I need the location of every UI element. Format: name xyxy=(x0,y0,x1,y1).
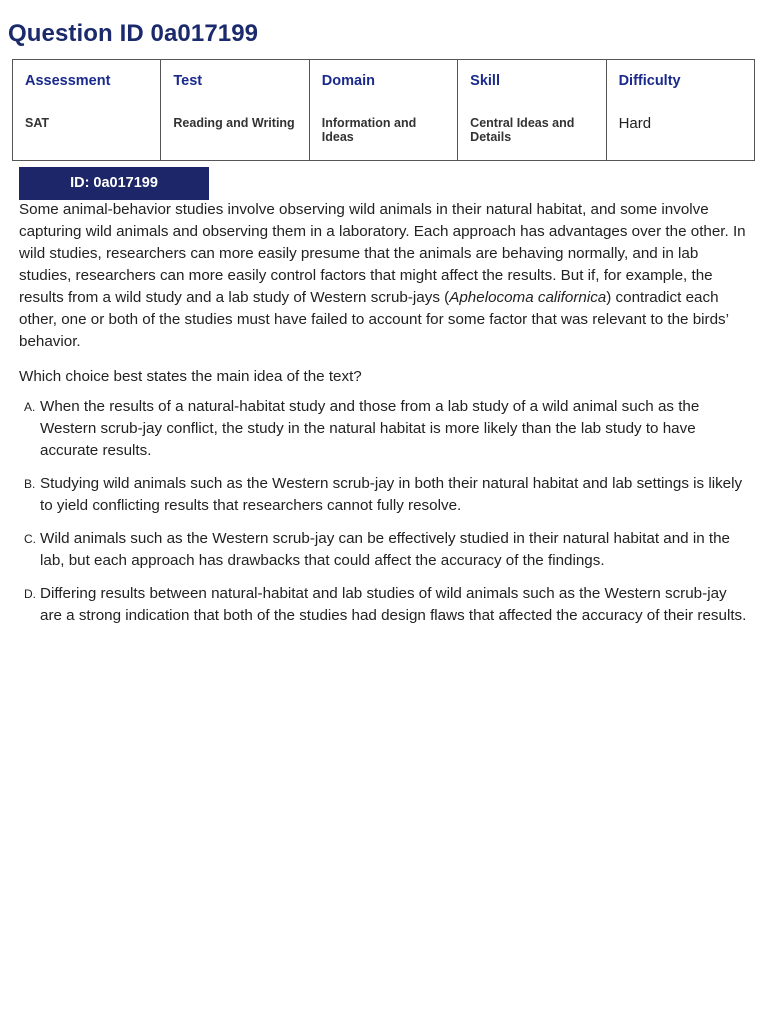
page-title: Question ID 0a017199 xyxy=(8,20,259,47)
header-domain: Domain xyxy=(309,60,457,104)
choice-text: Wild animals such as the Western scrub-jay can be effectively studied in their natural habitat and in the lab, but each approach has drawbacks that could affect the accuracy of the findings. xyxy=(40,530,730,569)
choice-text: Studying wild animals such as the Western scrub-jay in both their natural habitat and lab settings is likely to yield conflicting results that researchers cannot fully resolve. xyxy=(40,475,743,514)
header-skill: Skill xyxy=(458,60,606,104)
value-test: Reading and Writing xyxy=(161,104,309,161)
metadata-value-row xyxy=(13,104,755,161)
header-difficulty: Difficulty xyxy=(606,60,754,104)
passage-part-1: Some animal-behavior studies involve observing wild animals in their natural habitat, and some involve capturing wild animals and observing them in a laboratory. Each approach has advantages over the other. In wild studies, researchers can more easily presume that the animals are behaving normally, and in lab studies, researchers can more easily control factors that might affect the results. But if, for example, the results from a wild study and a lab study of Western scrub-jays ( xyxy=(19,201,746,306)
choice-letter: D. xyxy=(24,587,36,601)
passage-part-2: ) contradict each other, one or both of the studies must have failed to account for some factor that was relevant to the birds’ behavior. xyxy=(19,289,729,350)
header-test: Test xyxy=(161,60,309,104)
question-prompt: Which choice best states the main idea of the text? xyxy=(19,368,362,385)
choice-d[interactable] xyxy=(19,583,749,627)
question-metadata-table xyxy=(12,59,755,161)
choice-letter: C. xyxy=(24,532,36,546)
header-assessment: Assessment xyxy=(13,60,161,104)
choice-a[interactable] xyxy=(19,396,749,462)
passage-text xyxy=(19,199,749,353)
choice-letter: B. xyxy=(24,477,36,491)
choice-b[interactable] xyxy=(19,473,749,517)
species-name: Aphelocoma californica xyxy=(449,289,607,306)
metadata-header-row xyxy=(13,60,755,104)
choice-c[interactable] xyxy=(19,528,749,572)
question-id-badge: ID: 0a017199 xyxy=(19,167,209,200)
value-assessment: SAT xyxy=(13,104,161,161)
choice-text: Differing results between natural-habitat and lab studies of wild animals such as the Western scrub-jay are a strong indication that both of the studies had design flaws that affected the accuracy of their results. xyxy=(40,585,747,624)
choice-text: When the results of a natural-habitat study and those from a lab study of a wild animal such as the Western scrub-jay conflict, the study in the natural habitat is more likely than the lab study to have accurate results. xyxy=(40,398,700,459)
value-domain: Information and Ideas xyxy=(309,104,457,161)
value-skill: Central Ideas and Details xyxy=(458,104,606,161)
choice-letter: A. xyxy=(24,400,36,414)
value-difficulty: Hard xyxy=(606,104,754,161)
answer-choices xyxy=(19,396,749,638)
